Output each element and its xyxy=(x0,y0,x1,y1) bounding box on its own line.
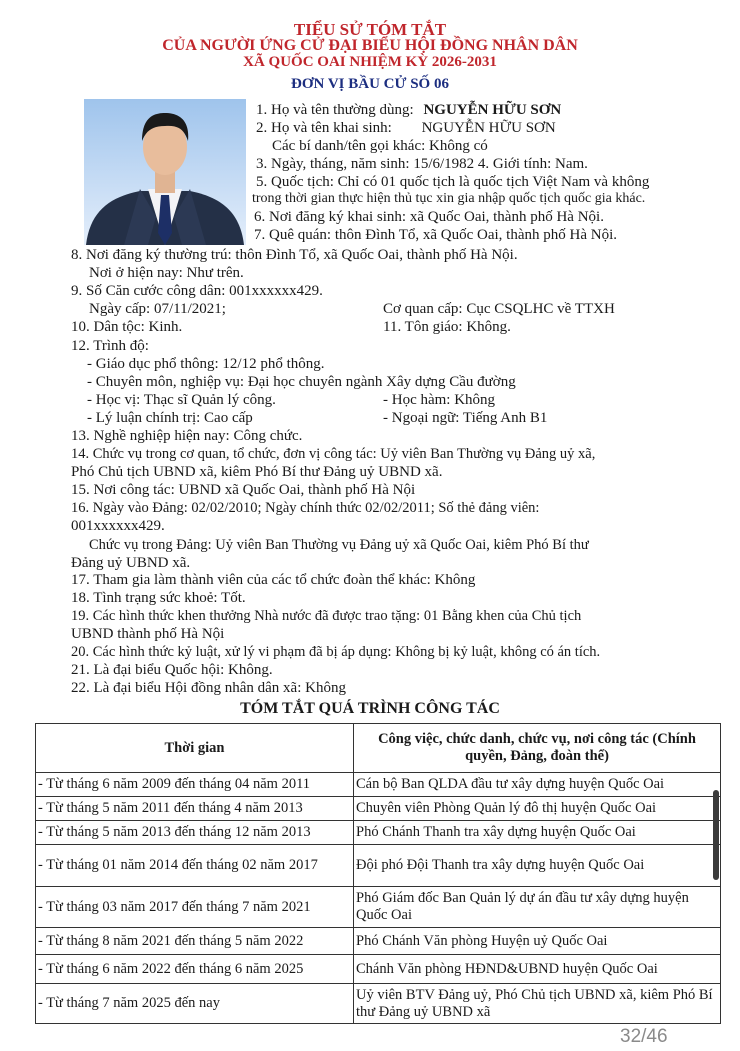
health-line: 18. Tình trạng sức khoẻ: Tốt. xyxy=(71,590,246,606)
position-line: 14. Chức vụ trong cơ quan, tổ chức, đơn vị công tác: Uỷ viên Ban Thường vụ Đảng uỷ xã, xyxy=(71,446,596,462)
common-name-label: 1. Họ và tên thường dùng: xyxy=(256,102,414,118)
row-time: - Từ tháng 8 năm 2021 đến tháng 5 năm 2022 xyxy=(36,928,354,955)
doc-term: XÃ QUỐC OAI NHIỆM KỲ 2026-2031 xyxy=(243,54,497,70)
id-number-line: 9. Số Căn cước công dân: 001xxxxxx429. xyxy=(71,283,323,299)
table-row xyxy=(36,955,721,984)
birth-name-value: NGUYỄN HỮU SƠN xyxy=(421,120,556,136)
row-time: - Từ tháng 01 năm 2014 đến tháng 02 năm 2017 xyxy=(36,845,354,887)
header-time: Thời gian xyxy=(36,724,354,773)
birth-registration-line: 6. Nơi đăng ký khai sinh: xã Quốc Oai, thành phố Hà Nội. xyxy=(254,209,604,225)
birth-gender-line: 3. Ngày, tháng, năm sinh: 15/6/1982 4. Giới tính: Nam. xyxy=(256,156,588,172)
work-history-table xyxy=(35,723,721,1024)
table-row xyxy=(36,821,721,845)
party-join-line: 16. Ngày vào Đảng: 02/02/2010; Ngày chính thức 02/02/2011; Số thẻ đảng viên: xyxy=(71,500,540,516)
organizations-line: 17. Tham gia làm thành viên của các tổ chức đoàn thể khác: Không xyxy=(71,572,476,588)
residence-line: 8. Nơi đăng ký thường trú: thôn Đình Tổ, xã Quốc Oai, thành phố Hà Nội. xyxy=(71,247,518,263)
vertical-scrollbar[interactable] xyxy=(713,790,719,880)
row-job: Chánh Văn phòng HĐND&UBND huyện Quốc Oai xyxy=(354,955,721,984)
table-row xyxy=(36,797,721,821)
party-card-line: 001xxxxxx429. xyxy=(71,518,165,534)
id-issue-date: Ngày cấp: 07/11/2021; xyxy=(89,301,226,317)
workplace-line: 15. Nơi công tác: UBND xã Quốc Oai, thành phố Hà Nội xyxy=(71,482,416,498)
specialty-line: - Chuyên môn, nghiệp vụ: Đại học chuyên ngành Xây dựng Cầu đường xyxy=(87,374,516,390)
row-time: - Từ tháng 5 năm 2011 đến tháng 4 năm 2013 xyxy=(36,797,354,821)
general-education-line: - Giáo dục phổ thông: 12/12 phổ thông. xyxy=(87,356,325,372)
doc-title: TIỂU SỬ TÓM TẮT xyxy=(293,20,447,39)
nationality-line: 5. Quốc tịch: Chỉ có 01 quốc tịch là quốc tịch Việt Nam và không xyxy=(256,174,650,190)
national-assembly-line: 21. Là đại biểu Quốc hội: Không. xyxy=(71,662,273,678)
alias-line: Các bí danh/tên gọi khác: Không có xyxy=(272,138,488,154)
academic-rank-line: - Học hàm: Không xyxy=(383,392,496,408)
row-job: Uỷ viên BTV Đảng uỷ, Phó Chủ tịch UBND xã, kiêm Phó Bí thư Đảng uỷ UBND xã xyxy=(354,984,721,1024)
work-history-title: TÓM TẮT QUÁ TRÌNH CÔNG TÁC xyxy=(240,700,500,717)
council-line: 22. Là đại biểu Hội đồng nhân dân xã: Không xyxy=(71,680,346,696)
header-job: Công việc, chức danh, chức vụ, nơi công tác (Chính quyền, Đảng, đoàn thể) xyxy=(354,724,721,773)
row-time: - Từ tháng 6 năm 2009 đến tháng 04 năm 2011 xyxy=(36,773,354,797)
nationality-line-2: trong thời gian thực hiện thủ tục xin gia nhập quốc tịch quốc gia khác. xyxy=(252,191,646,206)
table-row xyxy=(36,984,721,1024)
doc-subtitle: CỦA NGƯỜI ỨNG CỬ ĐẠI BIỂU HỘI ĐỒNG NHÂN DÂN xyxy=(162,37,578,54)
row-job: Cán bộ Ban QLDA đầu tư xây dựng huyện Quốc Oai xyxy=(354,773,721,797)
occupation-line: 13. Nghề nghiệp hiện nay: Công chức. xyxy=(71,428,303,444)
party-position-line-2: Đảng uỷ UBND xã. xyxy=(71,555,191,571)
candidate-photo xyxy=(84,99,246,245)
table-row xyxy=(36,773,721,797)
row-job: Đội phó Đội Thanh tra xây dựng huyện Quốc Oai xyxy=(354,845,721,887)
awards-line-2: UBND thành phố Hà Nội xyxy=(71,626,225,642)
row-time: - Từ tháng 6 năm 2022 đến tháng 6 năm 2025 xyxy=(36,955,354,984)
foreign-language-line: - Ngoại ngữ: Tiếng Anh B1 xyxy=(383,410,548,426)
discipline-line: 20. Các hình thức kỷ luật, xử lý vi phạm đã bị áp dụng: Không bị kỷ luật, không có án tích. xyxy=(71,644,601,660)
birth-name-label: 2. Họ và tên khai sinh: xyxy=(256,120,392,136)
row-job: Phó Chánh Văn phòng Huyện uỷ Quốc Oai xyxy=(354,928,721,955)
row-job: Phó Chánh Thanh tra xây dựng huyện Quốc Oai xyxy=(354,821,721,845)
row-time: - Từ tháng 03 năm 2017 đến tháng 7 năm 2021 xyxy=(36,887,354,928)
row-time: - Từ tháng 7 năm 2025 đến nay xyxy=(36,984,354,1024)
hometown-line: 7. Quê quán: thôn Đình Tổ, xã Quốc Oai, thành phố Hà Nội. xyxy=(254,227,617,243)
common-name-value: NGUYỄN HỮU SƠN xyxy=(423,102,562,118)
table-row xyxy=(36,887,721,928)
id-issuer: Cơ quan cấp: Cục CSQLHC về TTXH xyxy=(383,301,615,317)
table-row xyxy=(36,928,721,955)
education-heading: 12. Trình độ: xyxy=(71,338,149,354)
row-time: - Từ tháng 5 năm 2013 đến tháng 12 năm 2013 xyxy=(36,821,354,845)
table-header-row xyxy=(36,724,721,773)
row-job: Phó Giám đốc Ban Quản lý dự án đầu tư xây dựng huyện Quốc Oai xyxy=(354,887,721,928)
page-indicator: 32/46 xyxy=(620,1026,668,1047)
electoral-unit: ĐƠN VỊ BẦU CỬ SỐ 06 xyxy=(291,76,449,92)
awards-line: 19. Các hình thức khen thưởng Nhà nước đã được trao tặng: 01 Bằng khen của Chủ tịch xyxy=(71,608,582,624)
ethnicity-line: 10. Dân tộc: Kinh. xyxy=(71,319,183,335)
current-address-line: Nơi ở hiện nay: Như trên. xyxy=(89,265,244,281)
party-position-line: Chức vụ trong Đảng: Uỷ viên Ban Thường vụ Đảng uỷ xã Quốc Oai, kiêm Phó Bí thư xyxy=(89,537,589,553)
position-line-2: Phó Chủ tịch UBND xã, kiêm Phó Bí thư Đảng uỷ UBND xã. xyxy=(71,464,443,480)
religion-line: 11. Tôn giáo: Không. xyxy=(383,319,511,335)
degree-line: - Học vị: Thạc sĩ Quản lý công. xyxy=(87,392,276,408)
table-row xyxy=(36,845,721,887)
political-theory-line: - Lý luận chính trị: Cao cấp xyxy=(87,410,253,426)
row-job: Chuyên viên Phòng Quản lý đô thị huyện Quốc Oai xyxy=(354,797,721,821)
